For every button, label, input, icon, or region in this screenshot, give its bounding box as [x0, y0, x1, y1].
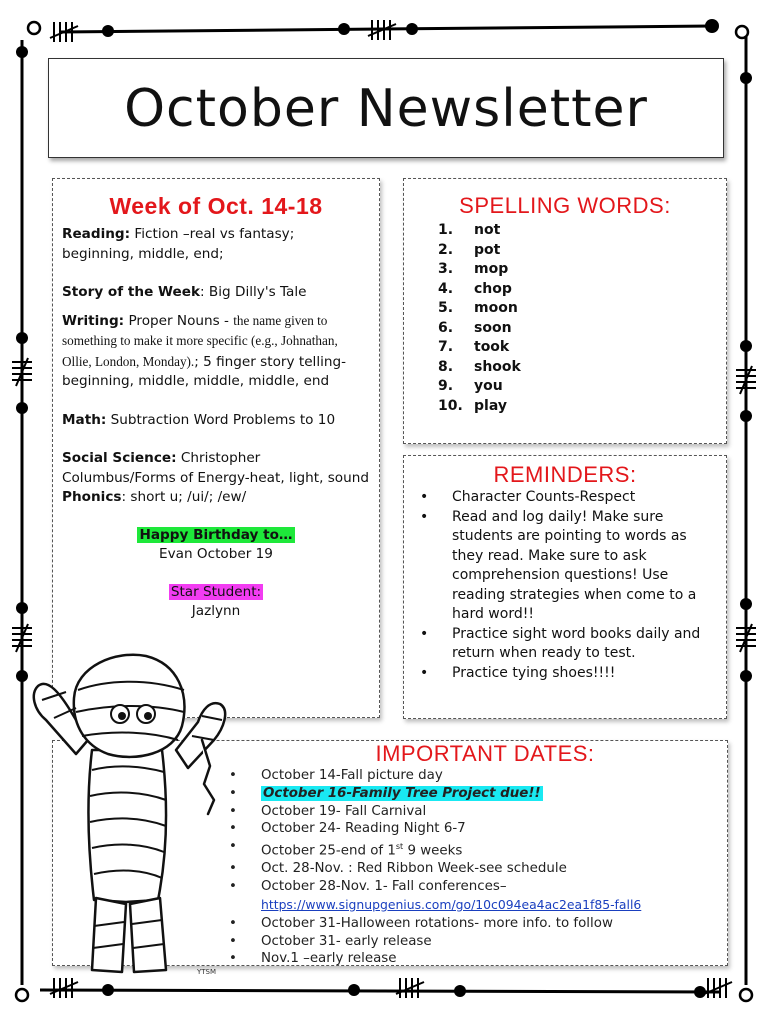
- spelling-item: [438, 241, 521, 261]
- star-student-block: [62, 583, 370, 622]
- spelling-num: 10.: [438, 397, 463, 414]
- reading-line: [62, 225, 370, 264]
- spelling-item: [438, 358, 521, 378]
- writing-rest: ; 5 finger story telling- beginning, middle, middle, middle, end: [62, 353, 347, 389]
- reminders-list: [420, 488, 716, 683]
- spelling-num: 4.: [438, 280, 454, 297]
- date-item: • October 31- early release: [229, 933, 709, 951]
- writing-definition: the name given to something to make it more specific (e.g., Johnathan, Ollie, London, Monday).: [62, 312, 338, 369]
- birthday-block: [62, 526, 370, 565]
- spelling-word: shook: [474, 358, 521, 375]
- phonics-label: Phonics: [62, 489, 122, 505]
- mummy-icon: [26, 650, 236, 980]
- week-title: Week of Oct. 14-18: [109, 193, 323, 219]
- week-body: [62, 225, 370, 622]
- reminder-item: • Practice sight word books daily and return when ready to test.: [420, 625, 716, 664]
- reminder-item: • Character Counts-Respect: [420, 488, 716, 508]
- spelling-num: 6.: [438, 319, 454, 336]
- date-item: • October 24- Reading Night 6-7: [229, 820, 709, 838]
- date-item: • October 19- Fall Carnival: [229, 803, 709, 821]
- dates-list: [229, 767, 709, 968]
- spelling-word: you: [474, 378, 503, 394]
- date-item: • October 14-Fall picture day: [229, 767, 709, 785]
- story-text: : Big Dilly's Tale: [200, 284, 307, 300]
- reading-text: Fiction –real vs fantasy; beginning, middle, end;: [62, 226, 295, 262]
- reminders-title: REMINDERS:: [493, 462, 637, 487]
- star-student-label: Star Student:: [170, 583, 262, 600]
- spelling-item: [438, 221, 521, 241]
- math-label: Math:: [62, 411, 107, 428]
- spelling-word: chop: [474, 280, 512, 297]
- birthday-label: Happy Birthday to…: [139, 526, 293, 543]
- spelling-num: 9.: [438, 378, 454, 394]
- date-item: • October 31-Halloween rotations- more info. to follow: [229, 915, 709, 933]
- spelling-item: [438, 260, 521, 280]
- spelling-word: not: [474, 222, 501, 238]
- story-line: [62, 283, 370, 303]
- spelling-num: 1.: [438, 222, 454, 238]
- date-item: [229, 785, 709, 803]
- date-item: [229, 878, 709, 915]
- birthday-name: Evan October 19: [159, 546, 273, 562]
- signup-link[interactable]: https://www.signupgenius.com/go/10c094ea4ac2ea1f85-fall6: [261, 897, 642, 913]
- date-text: 9 weeks: [403, 843, 463, 859]
- math-text: Subtraction Word Problems to 10: [106, 411, 336, 428]
- spelling-item: [438, 377, 521, 397]
- social-text: Christopher Columbus/Forms of Energy-heat, light, sound: [62, 450, 369, 486]
- spelling-title: SPELLING WORDS:: [459, 193, 671, 218]
- reading-label: Reading:: [62, 226, 131, 242]
- phonics-text: : short u; /ui/; /ew/: [121, 489, 247, 505]
- spelling-word: play: [474, 397, 507, 414]
- spelling-item: [438, 280, 521, 300]
- reminder-item: • Read and log daily! Make sure students are pointing to words as they read. Make sure to ask comprehension questions! Use reading strategies when come to a hard word!!: [420, 508, 716, 625]
- spelling-word: pot: [474, 241, 501, 258]
- spelling-num: 7.: [438, 339, 454, 355]
- spelling-word: mop: [474, 261, 509, 277]
- date-superscript: st: [395, 842, 404, 852]
- social-label: Social Science:: [62, 450, 177, 466]
- date-item: • Nov.1 –early release: [229, 950, 709, 968]
- math-line: [62, 411, 370, 431]
- spelling-item: [438, 319, 521, 339]
- star-student-name: Jazlynn: [191, 603, 241, 619]
- reminders-panel: [403, 455, 727, 719]
- writing-label: Writing:: [62, 312, 125, 329]
- story-label: Story of the Week: [62, 284, 201, 300]
- date-text: October 28-Nov. 1- Fall conferences–: [261, 879, 507, 895]
- phonics-line: [62, 488, 370, 508]
- date-text: October 25-end of 1: [261, 843, 396, 859]
- writing-text: Proper Nouns -: [124, 312, 234, 329]
- title-box: [48, 58, 724, 158]
- family-tree-highlight: October 16-Family Tree Project due!!: [263, 785, 541, 801]
- page-title: October Newsletter: [124, 79, 648, 139]
- writing-line: [62, 311, 370, 392]
- reminder-item: • Practice tying shoes!!!!: [420, 664, 716, 684]
- week-panel: [52, 178, 380, 718]
- date-item: [229, 838, 709, 860]
- spelling-num: 5.: [438, 300, 454, 316]
- spelling-word: moon: [474, 300, 518, 316]
- date-item: • Oct. 28-Nov. : Red Ribbon Week-see schedule: [229, 860, 709, 878]
- spelling-num: 2.: [438, 241, 454, 258]
- dates-title: IMPORTANT DATES:: [375, 741, 595, 766]
- spelling-num: 8.: [438, 358, 454, 375]
- spelling-num: 3.: [438, 261, 454, 277]
- spelling-word: took: [474, 339, 510, 355]
- social-line: [62, 449, 370, 488]
- spelling-panel: [403, 178, 727, 444]
- spelling-item: [438, 338, 521, 358]
- spelling-item: [438, 299, 521, 319]
- clipart-credit: YTSM: [197, 968, 217, 976]
- spelling-item: [438, 397, 521, 417]
- spelling-list: [438, 221, 521, 416]
- spelling-word: soon: [474, 319, 512, 336]
